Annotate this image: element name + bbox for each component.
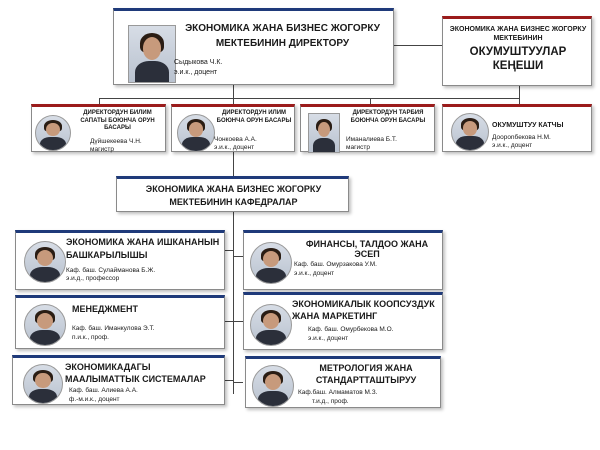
deputy-quality-title: ДИРЕКТОРДУН БИЛИМ САПАТЫ БОЮНЧА ОРУН БАСАРЫ [80,110,155,131]
department-metrology-degree: т.и.д., проф. [312,398,349,405]
department-security-marketing-title: ЭКОНОМИКАЛЫК КООПСУЗДУК ЖАНА МАРКЕТИНГ [292,299,435,321]
department-management-studies-photo-icon [24,304,66,346]
director-photo-icon [128,25,176,83]
connector-to-deputy-4 [519,85,520,105]
department-security-marketing-head: Каф. баш. Омурбекова М.О. [308,326,394,333]
council-title: ОКУМУШТУУЛАР КЕҢЕШИ [469,46,567,72]
department-box-security-marketing [243,292,443,350]
department-information-systems-degree: ф.-м.и.к., доцент [69,396,120,403]
department-security-marketing-degree: э.и.к., доцент [308,335,349,342]
department-management-studies-degree: п.и.к., проф. [72,334,109,341]
deputy-quality-name: Дүйшекеева Ч.Н. [90,138,142,145]
deputy-education-photo-icon [308,113,340,153]
departments-header: ЭКОНОМИКА ЖАНА БИЗНЕС ЖОГОРКУ МЕКТЕБИНИН КАФЕДРАЛАР [145,184,322,207]
connector-deputies-to-departments [233,152,234,176]
department-metrology-head: Каф.баш. Алмаматов М.З. [298,389,378,396]
deputy-education-title: ДИРЕКТОРДУН ТАРБИЯ БОЮНЧА ОРУН БАСАРЫ [350,110,426,124]
connector-director-council [394,45,442,46]
department-information-systems-head: Каф. баш. Алиева А.А. [69,387,138,394]
director-title: ЭКОНОМИКА ЖАНА БИЗНЕС ЖОГОРКУ МЕКТЕБИНИН ДИРЕКТОРУ [185,23,380,49]
department-finance-degree: э.и.к., доцент [294,270,335,277]
director-name: Сыдыкова Ч.К. [174,59,223,66]
department-management-studies-title: МЕНЕДЖМЕНТ [72,304,139,314]
deputy-science-title: ДИРЕКТОРДУН ИЛИМ БОЮНЧА ОРУН БАСАРЫ [216,110,292,124]
connector-director-down [233,85,234,99]
deputy-science-photo-icon [177,114,215,152]
department-finance-title: ФИНАНСЫ, ТАЛДОО ЖАНА ЭСЕП [305,239,429,259]
deputy-box-education [300,104,435,152]
department-box-management [15,230,225,290]
department-finance-head: Каф. баш. Омурзакова У.М. [294,261,377,268]
department-finance-photo-icon [250,242,292,284]
secretary-degree: э.и.к., доцент [492,142,533,149]
department-information-systems-photo-icon [23,364,63,404]
departments-header-box [116,176,349,212]
director-degree: э.и.к., доцент [174,69,218,76]
connector-dept-left-3 [225,380,234,381]
department-management-title: ЭКОНОМИКА ЖАНА ИШКАНАНЫН БАШКАРЫЛЫШЫ [66,237,220,260]
deputy-quality-degree: магистр [90,146,114,153]
secretary-box [442,104,592,152]
department-management-head: Каф. баш. Сулайманова Б.Ж. [66,267,156,274]
department-management-photo-icon [24,241,66,283]
department-information-systems-title: ЭКОНОМИКАДАГЫ МААЛЫМАТТЫК СИСТЕМАЛАР [65,362,206,384]
department-management-studies-head: Каф. баш. Иманкулова Э.Т. [72,325,155,332]
deputy-education-name: Иманалиева Б.Т. [346,136,397,143]
deputy-science-name: Чонкоева А.А. [214,136,257,143]
secretary-title: ОКУМУШТУУ КАТЧЫ [492,122,564,129]
department-box-information-systems [12,355,225,405]
council-box [442,16,592,86]
connector-deputies-hline [99,98,519,99]
department-box-management-studies [15,295,225,349]
connector-departments-spine [233,212,234,394]
connector-dept-right-2 [233,321,243,322]
deputy-quality-photo-icon [35,115,71,151]
connector-dept-right-3 [233,382,243,383]
director-box [113,8,394,85]
department-metrology-title: МЕТРОЛОГИЯ ЖАНА СТАНДАРТТАШТЫРУУ [315,363,417,385]
department-management-degree: э.и.д., профессор [66,275,120,282]
deputy-education-degree: магистр [346,144,370,151]
secretary-name: Доороnбекова Н.М. [492,134,551,141]
deputy-box-quality [31,104,166,152]
connector-dept-left-1 [225,250,234,251]
department-metrology-photo-icon [252,365,294,407]
deputy-science-degree: э.и.к., доцент [214,144,255,151]
department-box-metrology [245,356,441,408]
deputy-box-science [171,104,295,152]
council-subtitle: ЭКОНОМИКА ЖАНА БИЗНЕС ЖОГОРКУ МЕКТЕБИНИН [449,26,587,42]
secretary-photo-icon [451,113,489,151]
connector-dept-right-1 [233,256,243,257]
department-box-finance [243,230,443,290]
department-security-marketing-photo-icon [250,304,292,346]
